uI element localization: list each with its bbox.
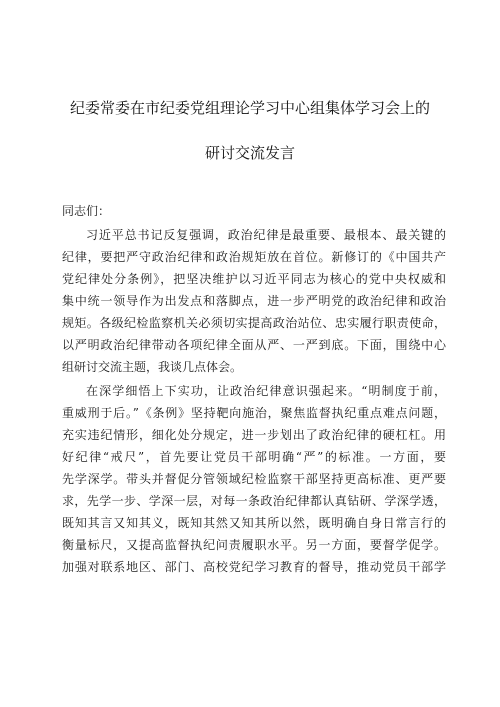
paragraph-line: 重威刑于后。”《条例》坚持靶向施治，聚焦监督执纪重点难点问题，	[62, 406, 446, 420]
paragraph-line: 加强对联系地区、部门、高校党纪学习教育的督导，推动党员干部学	[62, 560, 446, 574]
paragraph-line: 党纪律处分条例》，把坚决维护以习近平同志为核心的党中央权威和	[62, 272, 446, 286]
paragraph-line: 既知其言又知其义，既知其然又知其所以然，既明确自身日常言行的	[62, 516, 446, 530]
paragraph-line: 纪律，要把严守政治纪律和政治规矩放在首位。新修订的《中国共产	[62, 250, 446, 264]
paragraph-line: 组研讨交流主题，我谈几点体会。	[62, 360, 243, 374]
paragraph-line: 以严明政治纪律带动各项纪律全面从严、一严到底。下面，围绕中心	[62, 338, 446, 352]
paragraph-line: 好纪律“戒尺”，首先要让党员干部明确“严”的标准。一方面，要	[62, 450, 446, 464]
document-title	[40, 98, 460, 163]
title-line-2: 研讨交流发言	[204, 144, 295, 162]
paragraph-line: 在深学细悟上下实功，让政治纪律意识强起来。“明制度于前，	[86, 384, 446, 398]
paragraph-line: 衡量标尺，又提高监督执纪问责履职水平。另一方面，要督学促学。	[62, 538, 446, 552]
paragraph-line: 规矩。各级纪检监察机关必须切实提高政治站位、忠实履行职责使命，	[62, 316, 446, 330]
paragraph-line: 充实违纪情形，细化处分规定，进一步划出了政治纪律的硬杠杠。用	[62, 428, 446, 442]
title-line-1: 纪委常委在市纪委党组理论学习中心组集体学习会上的	[69, 99, 430, 117]
paragraph-line: 集中统一领导作为出发点和落脚点，进一步严明党的政治纪律和政治	[62, 294, 446, 308]
salutation: 同志们：	[62, 204, 111, 218]
paragraph-2	[62, 380, 446, 578]
paragraph-line: 求，先学一步、学深一层，对每一条政治纪律都认真钻研、学深学透，	[62, 494, 446, 508]
document-body	[62, 200, 446, 578]
paragraph-line: 先学深学。带头并督促分管领域纪检监察干部坚持更高标准、更严要	[62, 472, 446, 486]
paragraph-line: 习近平总书记反复强调，政治纪律是最重要、最根本、最关键的	[86, 228, 446, 242]
paragraph-1	[62, 224, 446, 378]
